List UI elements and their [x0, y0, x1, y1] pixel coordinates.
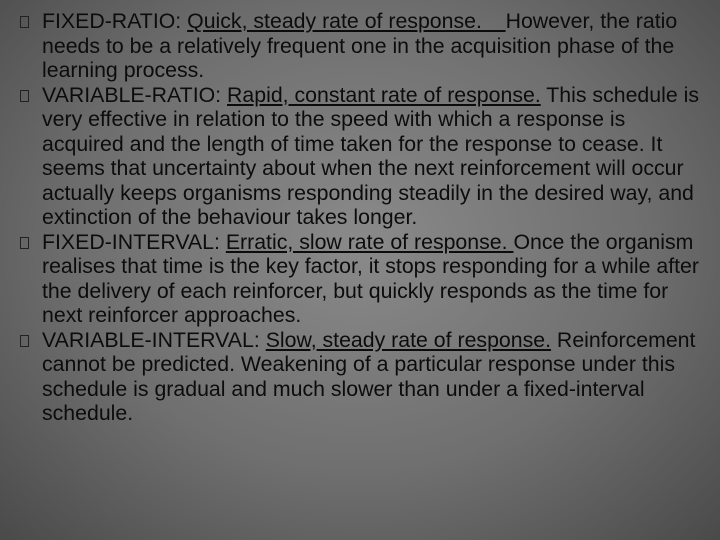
bullet-list: [20, 9, 710, 426]
square-bullet-icon: [20, 335, 29, 347]
item-lead: VARIABLE-RATIO:: [42, 82, 228, 107]
item-text: Reinforcement cannot be predicted. Weakening of a particular response under this schedule is gradual and much slower than under a fixed-interval schedule.: [42, 327, 696, 425]
item-emphasis: Rapid, constant rate of response.: [227, 82, 541, 107]
list-item: [20, 328, 710, 426]
item-text: This schedule is very effective in relation to the speed with which a response is acquired and the length of time taken for the response to cease. It seems that uncertainty about when the next reinforcement will occur actually keeps organisms responding steadily in the desired way, and extinction of the behaviour takes longer.: [42, 82, 699, 229]
square-bullet-icon: [20, 237, 29, 249]
list-item: [20, 83, 710, 230]
list-item: [20, 9, 710, 83]
item-emphasis: Erratic, slow rate of response.: [225, 229, 514, 254]
square-bullet-icon: [20, 16, 29, 28]
list-item: [20, 230, 710, 328]
item-emphasis: Quick, steady rate of response.: [187, 9, 506, 33]
item-text: Once the organism realises that time is the key factor, it stops responding for a while after the delivery of each reinforcer, but quickly responds as the time for next reinforcer approaches.: [42, 229, 699, 327]
item-lead: FIXED-RATIO:: [42, 9, 188, 33]
item-lead: FIXED-INTERVAL:: [42, 229, 226, 254]
item-text: However, the ratio needs to be a relatively frequent one in the acquisition phase of the learning process.: [42, 9, 678, 82]
item-emphasis: Slow, steady rate of response.: [265, 327, 552, 352]
item-lead: VARIABLE-INTERVAL:: [42, 327, 266, 352]
square-bullet-icon: [20, 90, 29, 102]
